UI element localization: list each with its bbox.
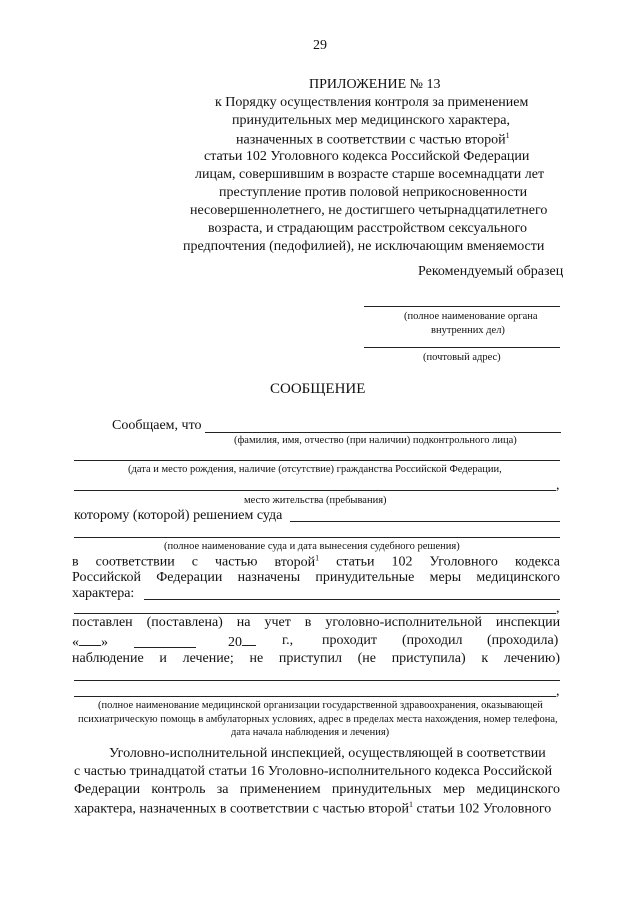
- header-line-1: к Порядку осуществления контроля за применением: [215, 95, 529, 110]
- organ-caption-1: (полное наименование органа: [404, 311, 538, 322]
- birth-line: [74, 460, 560, 461]
- page-number: 29: [313, 38, 327, 53]
- closing-line-3: Федерации контроль за применением принудительных мер медицинского: [74, 782, 560, 797]
- registration-line-1: поставлен (поставлена) на учет в уголовно-исполнительной инспекции: [72, 615, 561, 630]
- birth-caption: (дата и место рождения, наличие (отсутствие) гражданства Российской Федерации,: [128, 464, 502, 475]
- name-caption: (фамилия, имя, отчество (при наличии) подконтрольного лица): [234, 435, 517, 446]
- header-line-3: назначенных в соответствии с частью второй$^1$: [236, 131, 510, 148]
- report-label: Сообщаем, что: [112, 418, 202, 433]
- date-g: г.,: [282, 633, 294, 648]
- header-line-2: принудительных мер медицинского характера,: [232, 113, 510, 128]
- header-line-7: несовершеннолетнего, не достигшего четырнадцатилетнего: [190, 203, 548, 218]
- word-passed-f: (проходила): [487, 633, 559, 648]
- organ-caption-2: внутренних дел): [431, 325, 505, 336]
- word-passes: проходит: [322, 633, 377, 648]
- postal-caption: (почтовый адрес): [423, 352, 501, 363]
- medical-caption-3: дата начала наблюдения и лечения): [231, 727, 390, 738]
- residence-line: [74, 490, 556, 491]
- measures-comma: ,: [556, 601, 560, 616]
- article-line-1: в соответствии с частью второй$^1$ статьи 102 Уголовного кодекса: [72, 553, 561, 570]
- court-label: которому (которой) решением суда: [74, 508, 283, 523]
- closing-line-4: характера, назначенных в соответствии с частью второй$^1$ статьи 102 Уголовного: [74, 800, 552, 817]
- article-line-3: характера:: [72, 586, 135, 601]
- medical-caption-1: (полное наименование медицинской организации государственной здравоохранения, оказывающей: [98, 700, 543, 711]
- closing-line-2: с частью тринадцатой статьи 16 Уголовно-исполнительного кодекса Российской: [74, 764, 553, 779]
- court-line-2: [74, 537, 560, 538]
- header-line-4: статьи 102 Уголовного кодекса Российской Федерации: [204, 149, 530, 164]
- form-title: СООБЩЕНИЕ: [270, 381, 366, 397]
- measures-line-1: [144, 599, 560, 600]
- postal-address-line: [364, 347, 560, 348]
- article-line-2: Российской Федерации назначены принудительные меры медицинского: [72, 570, 561, 585]
- court-line-1: [290, 521, 560, 522]
- court-caption: (полное наименование суда и дата вынесения судебного решения): [164, 541, 460, 552]
- header-line-9: предпочтения (педофилией), не исключающим вменяемости: [183, 239, 545, 254]
- registration-line-3: наблюдение и лечение; не приступил (не приступила) к лечению): [72, 651, 561, 666]
- organ-name-line: [364, 306, 560, 307]
- date-year: 20: [228, 633, 256, 651]
- appendix-title: ПРИЛОЖЕНИЕ № 13: [309, 77, 441, 92]
- residence-comma: ,: [556, 478, 560, 493]
- date-day-field: « »: [72, 635, 108, 650]
- name-line: [205, 432, 561, 433]
- measures-line-2: [74, 613, 556, 614]
- closing-line-1: Уголовно-исполнительной инспекцией, осуществляющей в соответствии: [109, 746, 546, 761]
- header-line-6: преступление против половой неприкосновенности: [219, 185, 528, 200]
- header-line-8: возраста, и страдающим расстройством сексуального: [208, 221, 527, 236]
- medical-line-2: [74, 696, 556, 697]
- residence-caption: место жительства (пребывания): [244, 495, 387, 506]
- word-passed-m: (проходил: [402, 633, 463, 648]
- date-month-line: [134, 647, 196, 648]
- medical-line-1: [74, 680, 560, 681]
- recommended-sample: Рекомендуемый образец: [418, 264, 564, 279]
- header-line-5: лицам, совершившим в возрасте старше восемнадцати лет: [195, 167, 545, 182]
- medical-caption-2: психиатрическую помощь в амбулаторных условиях, адрес в пределах места нахождения, номер телефона,: [78, 714, 558, 725]
- medical-comma: ,: [556, 684, 560, 699]
